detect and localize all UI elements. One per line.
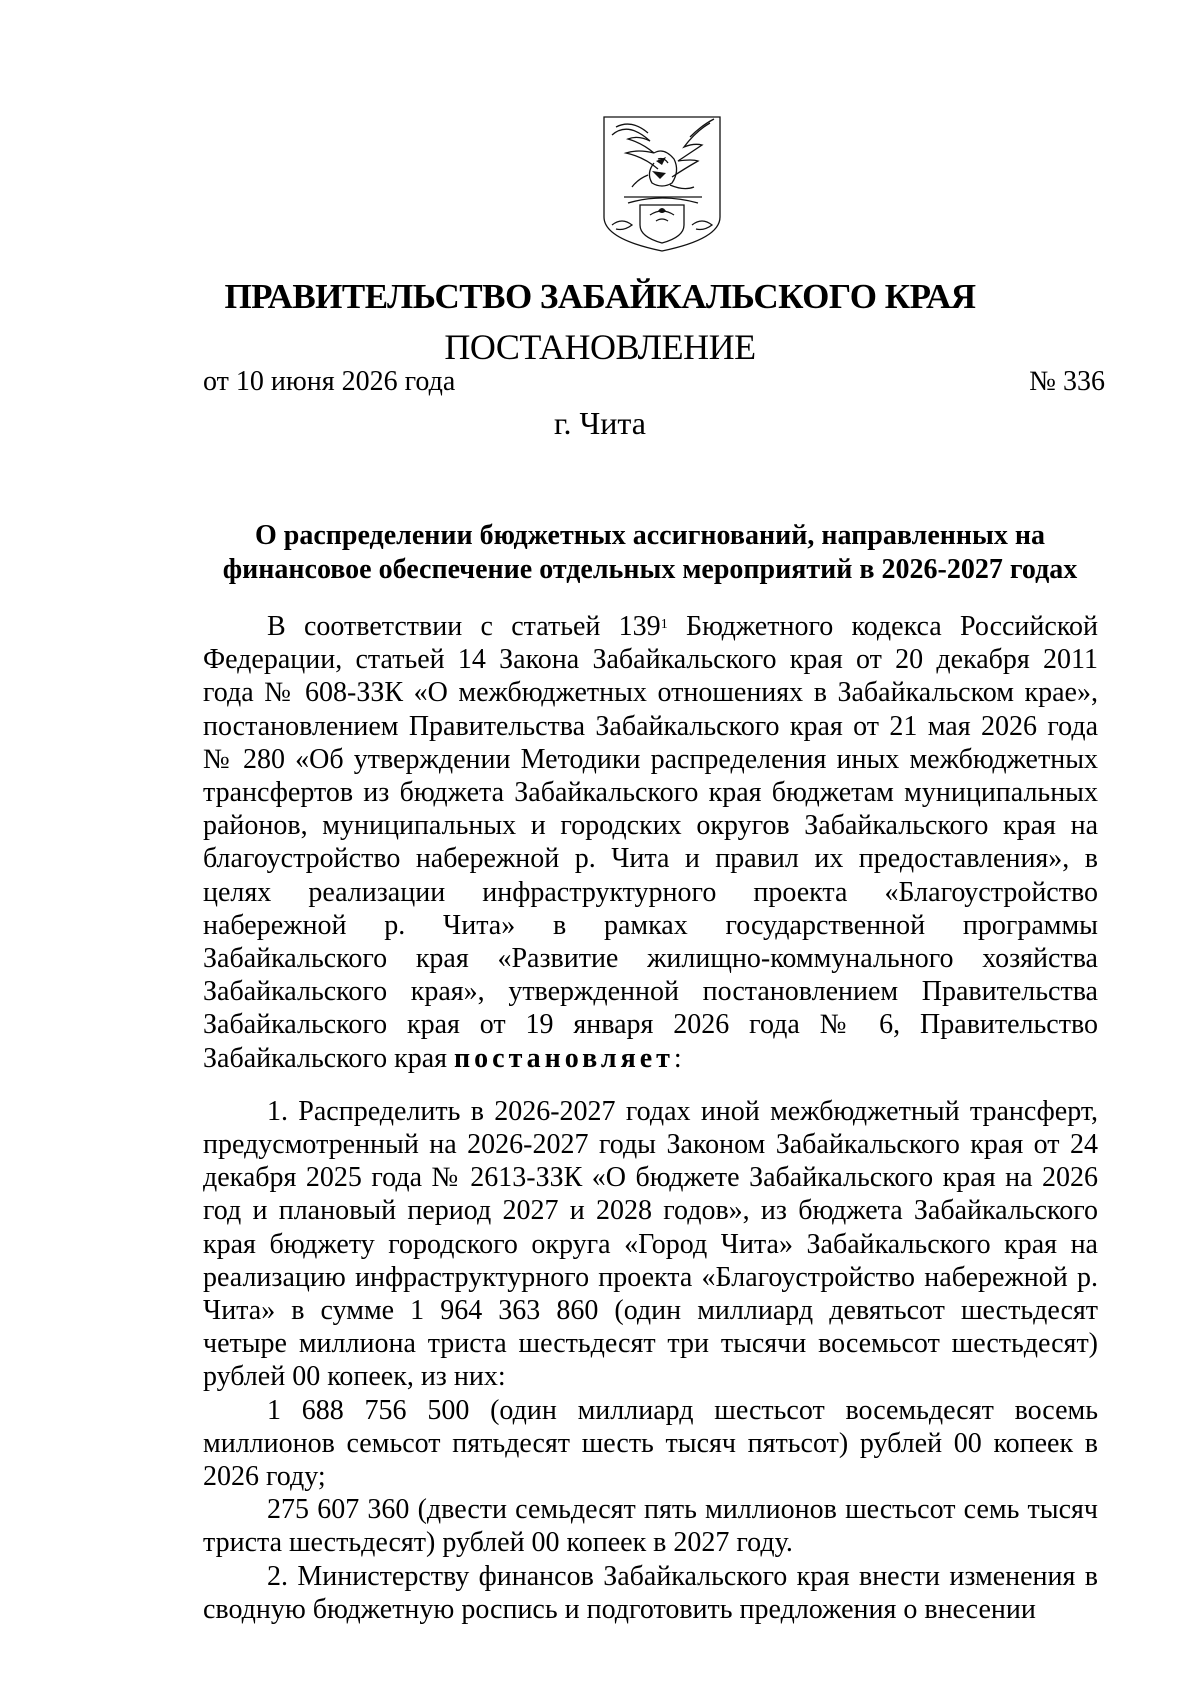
body-paragraph: 2. Министерству финансов Забайкальского края внести изменения в сводную бюджетную роспись и подготовить предложения о внесении: [203, 1560, 1098, 1625]
coat-of-arms-icon: [598, 113, 726, 255]
document-title-line: финансовое обеспечение отдельных мероприятий в 2026-2027 годах: [222, 554, 1078, 585]
preamble-text: Бюджетного кодекса Российской Федерации, статьей 14 Закона Забайкальского края от 20 декабря 2011 года № 608-ЗЗК «О межбюджетных отношениях в Забайкальском крае», постановлением Правительства Забайкальского края от 21 мая 2026 года № 280 «Об утверждении Методики распределения иных межбюджетных трансфертов из бюджета Забайкальского края бюджетам муниципальных районов, муниципальных и городских округов Забайкальского края на благоустройство набережной р. Чита и правил их предоставления», в целях реализации инфраструктурного проекта «Благоустройство набережной р. Чита» в рамках государственной программы Забайкальского края «Развитие жилищно-коммунального хозяйства Забайкальского края», утвержденной постановлением Правительства Забайкальского края от 19 января 2026 года № 6, Правительство Забайкальского края: [203, 611, 1098, 1074]
superscript: 1: [660, 617, 668, 632]
preamble-paragraph: [203, 610, 1098, 1075]
government-title: ПРАВИТЕЛЬСТВО ЗАБАЙКАЛЬСКОГО КРАЯ: [224, 277, 976, 316]
body-paragraph: 1. Распределить в 2026-2027 годах иной межбюджетный трансферт, предусмотренный на 2026-2027 годы Законом Забайкальского края от 24 декабря 2025 года № 2613-ЗЗК «О бюджете Забайкальского края на 2026 год и плановый период 2027 и 2028 годов», из бюджета Забайкальского края бюджету городского округа «Город Чита» Забайкальского края на реализацию инфраструктурного проекта «Благоустройство набережной р. Чита» в сумме 1 964 363 860 (один миллиард девятьсот шестьдесят четыре миллиона триста шестьдесят три тысячи восемьсот шестьдесят) рублей 00 копеек, из них:: [203, 1095, 1098, 1393]
body-paragraph: 1 688 756 500 (один миллиард шестьсот восемьдесят восемь миллионов семьсот пятьдесят шесть тысяч пятьсот) рублей 00 копеек в 2026 году;: [203, 1394, 1098, 1493]
document-body: [203, 610, 1098, 1626]
resolves-word: постановляет: [454, 1042, 674, 1074]
document-title: [200, 519, 1100, 587]
document-city: г. Чита: [553, 405, 646, 441]
document-number: № 336: [1029, 366, 1105, 397]
document-date: от 10 июня 2026 года: [203, 366, 456, 397]
body-paragraph: 275 607 360 (двести семьдесят пять миллионов шестьсот семь тысяч триста шестьдесят) рублей 00 копеек в 2027 году.: [203, 1494, 1098, 1559]
preamble-text: В соответствии с статьей 139: [267, 611, 661, 642]
colon: :: [673, 1042, 682, 1074]
document-title-line: О распределении бюджетных ассигнований, направленных на: [254, 520, 1045, 551]
document-type: ПОСТАНОВЛЕНИЕ: [444, 327, 756, 367]
